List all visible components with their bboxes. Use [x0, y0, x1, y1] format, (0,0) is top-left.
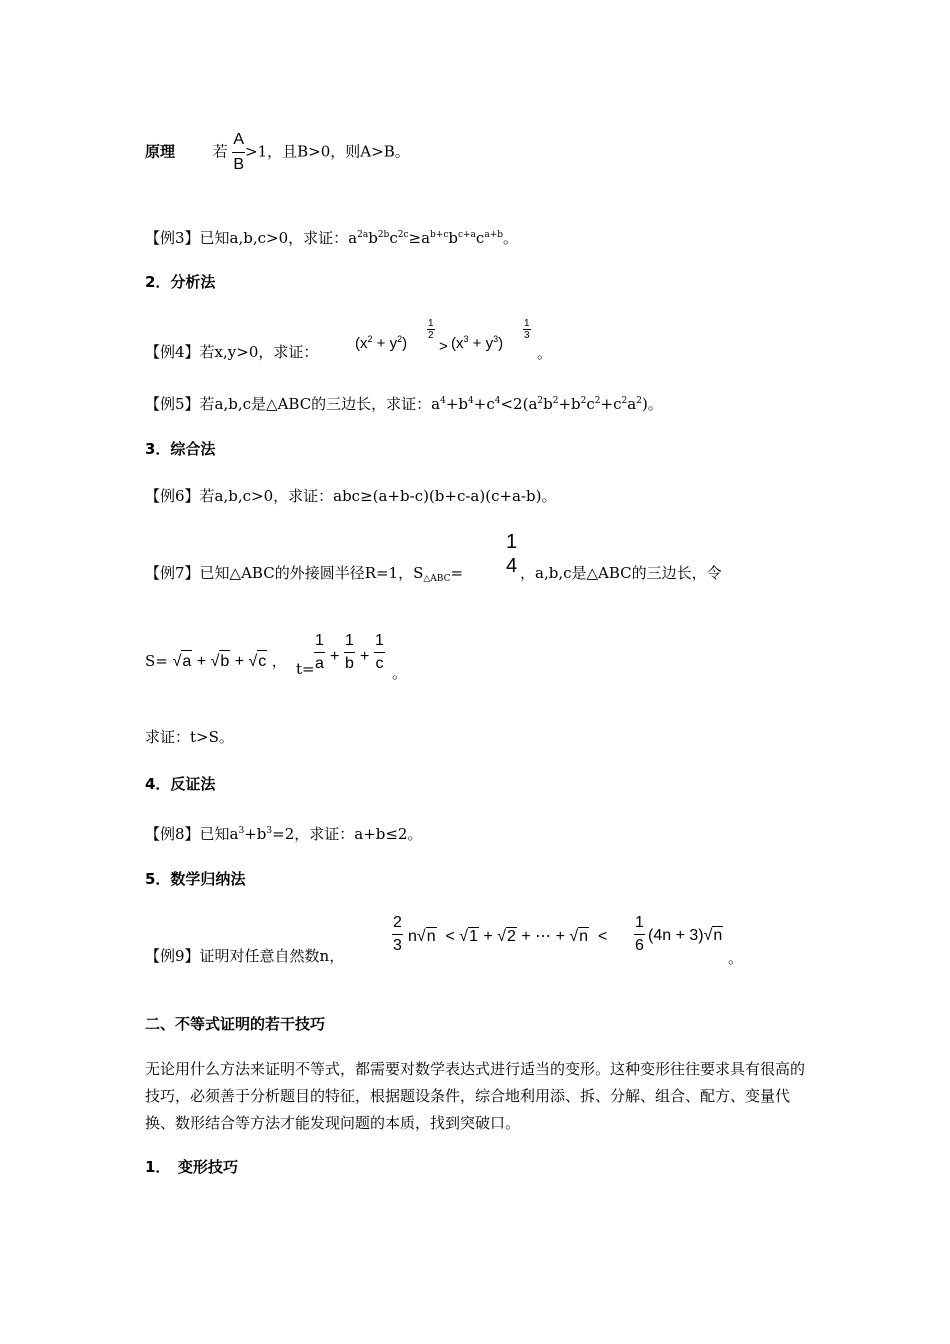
t-frac-c: 1 c — [375, 632, 384, 672]
section-synthesis: 3．综合法 — [145, 440, 216, 458]
example-3: 【例3】已知a,b,c>0，求证：$a^{2a}b^{2b}c^{2c}\ge a^{b+c}b^{c+a}c^{a+b}$。 — [145, 229, 519, 247]
example-8-tag: 【例8】 — [145, 825, 200, 843]
example-6-tag: 【例6】 — [145, 487, 200, 505]
example-3-tag: 【例3】 — [145, 229, 200, 247]
ex9-frac-2-3: 2 3 — [393, 914, 402, 954]
principle-if: 若 — [212, 142, 228, 161]
example-4-exponent-2: 1 3 — [524, 318, 530, 341]
example-9-tag: 【例9】 — [145, 947, 200, 965]
example-4 — [145, 342, 318, 362]
example-6-text: 若a,b,c>0，求证：abc≥(a+b-c)(b+c-a)(c+a-b)。 — [199, 487, 557, 505]
principle-rest: >1，且B>0，则A>B。 — [245, 142, 410, 161]
example-4-text: 若x,y>0，求证： — [199, 343, 319, 361]
sqrt-b: √b — [211, 650, 231, 673]
example-4-rhs: $(x^3 + y^3)$ — [451, 334, 504, 352]
example-9-end: 。 — [728, 949, 744, 967]
example-6 — [145, 486, 557, 506]
example-9 — [145, 946, 344, 966]
t-frac-b: 1 b — [345, 632, 354, 672]
example-5-text: 若a,b,c是△ABC的三边长，求证：$a^4+b^4+c^4<2(a^2b^2+b^2c^2+c^2a^2)$。 — [199, 395, 663, 413]
example-7-text-2: ，a,b,c是△ABC的三边长，令 — [520, 564, 722, 582]
example-4-lhs: $(x^2 + y^2)$ — [355, 334, 408, 352]
example-8-text: 已知$a^3+b^3=2$，求证：a+b≤2。 — [199, 825, 423, 843]
example-5-tag: 【例5】 — [145, 395, 200, 413]
sqrt-c: √c — [248, 650, 267, 673]
principle-line — [145, 128, 410, 177]
t-frac-a: 1 a — [315, 632, 324, 672]
example-5 — [145, 391, 663, 414]
example-7-s-formula: S= √a + √b + √c ， — [145, 650, 287, 673]
example-3-text: 已知a,b,c>0，求证： — [199, 229, 349, 247]
example-4-tag: 【例4】 — [145, 343, 200, 361]
subsection-1-heading: 1． 变形技巧 — [145, 1158, 238, 1176]
example-7-prove: 求证：t>S。 — [145, 728, 234, 746]
intro-paragraph: 无论用什么方法来证明不等式，都需要对数学表达式进行适当的变形。这种变形往往要求具有很高的技巧，必须善于分析题目的特征，根据题设条件，综合地利用添、拆、分解、组合、配方、变量代换、数形结合等方法才能发现问题的本质，找到突破口。 — [145, 1060, 806, 1132]
example-7: 【例7】已知△ABC的外接圆半径R=1，$S_{\triangle ABC}=$ — [145, 564, 464, 584]
example-7-tag: 【例7】 — [145, 564, 200, 582]
section-analysis: 2．分析法 — [145, 273, 216, 291]
principle-label: 原理 — [145, 142, 176, 161]
section-contradiction: 4．反证法 — [145, 775, 216, 793]
ex9-frac-1-6: 1 6 — [635, 914, 644, 954]
example-8 — [145, 821, 422, 844]
sqrt-a: √a — [173, 650, 193, 673]
example-4-exponent-1: 1 2 — [428, 318, 434, 341]
example-7-area-fraction: 1 4 — [506, 531, 518, 577]
example-3-formula: $a^{2a}b^{2b}c^{2c}\ge a^{b+c}b^{c+a}c^{a+b}$ — [348, 229, 503, 247]
principle-fraction: $\frac{A}{B}$ — [233, 131, 245, 173]
example-9-text: 证明对任意自然数n， — [199, 947, 345, 965]
section-2-heading: 二、不等式证明的若干技巧 — [145, 1015, 326, 1033]
section-induction: 5．数学归纳法 — [145, 870, 246, 888]
